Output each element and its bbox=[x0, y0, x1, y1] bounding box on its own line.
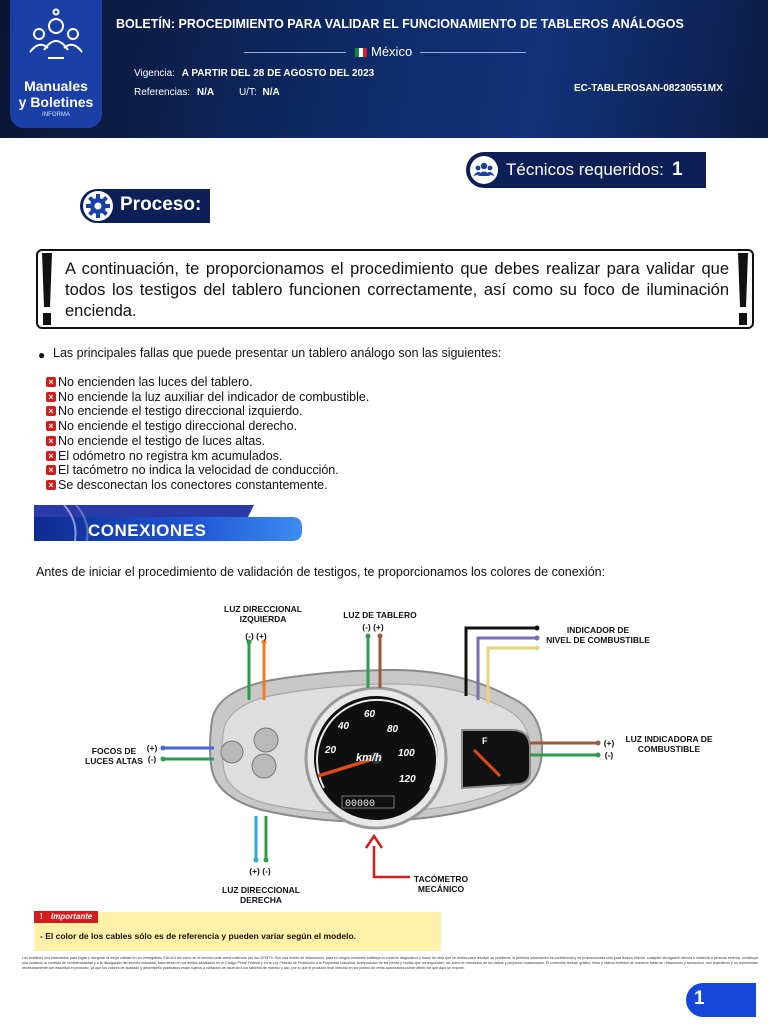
gauge-tick-120: 120 bbox=[399, 774, 416, 785]
wiring-diagram bbox=[0, 590, 768, 910]
x-mark-icon: × bbox=[46, 480, 56, 490]
gauge-tick-40: 40 bbox=[338, 721, 350, 732]
odometer-display: 00000 bbox=[345, 799, 376, 810]
polarity-luz-tablero: (-) (+) bbox=[362, 622, 384, 632]
intro-text: A continuación, te proporcionamos el procedimiento que debes realizar para validar que todos los testigos del tablero funcionen correctamente, así como su foco de iluminación encienda. bbox=[65, 260, 729, 320]
gauge-unit: km/h bbox=[356, 752, 382, 764]
ut-label: U/T: bbox=[238, 87, 257, 98]
polarity-dir-izq: (-) (+) bbox=[245, 631, 267, 641]
logo-subtitle: INFORMA bbox=[42, 112, 70, 118]
divider-right bbox=[420, 52, 526, 53]
polarity-focos-neg: (-) bbox=[147, 754, 157, 764]
fuel-gauge bbox=[462, 730, 530, 788]
vigencia-value: A PARTIR DEL 28 DE AGOSTO DEL 2023 bbox=[181, 68, 375, 79]
polarity-focos-pos: (+) bbox=[146, 743, 158, 753]
vigencia-row bbox=[134, 68, 374, 79]
label-focos-altas: FOCOS DE LUCES ALTAS bbox=[85, 746, 143, 766]
fuel-f-mark: F bbox=[482, 736, 488, 746]
gauge-tick-20: 20 bbox=[325, 745, 337, 756]
vigencia-label: Vigencia: bbox=[134, 68, 175, 79]
fallas-intro: Las principales fallas que puede presentar un tablero análogo son las siguientes: bbox=[53, 346, 502, 360]
terminal-dot bbox=[161, 746, 166, 751]
polarity-dir-der: (+) (-) bbox=[249, 866, 271, 876]
importante-tag-label: Importante bbox=[51, 912, 93, 921]
label-tacometro: TACÓMETRO MECÁNICO bbox=[413, 874, 469, 894]
intro-box bbox=[36, 249, 754, 329]
gear-icon bbox=[83, 191, 113, 221]
logo-line-1: Manuales bbox=[24, 78, 88, 94]
referencias-label: Referencias: bbox=[134, 87, 191, 98]
x-mark-icon: × bbox=[46, 436, 56, 446]
exclamation-left-icon bbox=[40, 251, 54, 327]
technicians-icon bbox=[470, 156, 498, 184]
logo-line-2: y Boletines bbox=[18, 94, 94, 110]
label-dir-izq: LUZ DIRECCIONAL IZQUIERDA bbox=[224, 604, 302, 624]
x-mark-icon: × bbox=[46, 377, 56, 387]
ut-value: N/A bbox=[262, 87, 280, 98]
page-number: 1 bbox=[694, 988, 705, 1009]
country-text: México bbox=[371, 44, 413, 59]
x-mark-icon: × bbox=[46, 392, 56, 402]
conexiones-intro: Antes de iniciar el procedimiento de validación de testigos, te proporcionamos los colores de conexión: bbox=[36, 565, 606, 579]
people-group-icon bbox=[24, 6, 88, 70]
x-mark-icon: × bbox=[46, 451, 56, 461]
proceso-badge bbox=[80, 189, 210, 223]
terminal-dot bbox=[535, 646, 540, 651]
tecnicos-label: Técnicos requeridos: bbox=[506, 160, 664, 179]
x-mark-icon: × bbox=[46, 406, 56, 416]
terminal-dot bbox=[264, 858, 269, 863]
gauge-tick-80: 80 bbox=[387, 724, 399, 735]
mexico-flag-icon bbox=[355, 48, 367, 57]
terminal-dot bbox=[366, 634, 371, 639]
polarity-ind-comb-neg: (-) bbox=[604, 750, 614, 760]
tacometro-arrow bbox=[374, 846, 410, 877]
importante-text: - El color de los cables sólo es de referencia y pueden variar según el modelo. bbox=[40, 931, 357, 941]
warning-icon: ! bbox=[40, 912, 43, 921]
manuales-logo bbox=[10, 0, 102, 128]
header-banner bbox=[0, 0, 768, 138]
terminal-dot bbox=[254, 858, 259, 863]
referencias-value: N/A bbox=[196, 87, 215, 98]
referencias-row bbox=[134, 87, 280, 98]
exclamation-right-icon bbox=[736, 251, 750, 327]
bullet-dot: ● bbox=[38, 348, 46, 362]
terminal-dot bbox=[161, 757, 166, 762]
bulletin-code: EC-TABLEROSAN-08230551MX bbox=[574, 83, 723, 94]
label-luz-tablero: LUZ DE TABLERO bbox=[343, 610, 417, 620]
x-mark-icon: × bbox=[46, 421, 56, 431]
x-mark-icon: × bbox=[46, 465, 56, 475]
legal-disclaimer: Los boletines son elaborados para lograr y asegurar la mejor calidad en los entregables ITALIKA así como en el servicio post-venta realizado por los CESIT's. Son una fuente de información, para en ningún momento sustituye el correcto diagnóstico y mano de obra que se realiza para resolver su problema; la perfecta información es confidencial y es proporcionada sólo para lectura interna, cualquier divulgación directa o indirecta a persona externa, constituye una violación al contrato de confidencialidad y a la divulgación del secreto industrial, incurriendo en los delitos señalados en el Código Penal Federal y en la Ley Federal de Protección a la Propiedad Industrial; la imposición de las penas y multas que correspondan, así como el reembolso de los daños y perjuicios ocasionados. El contenido textual, gráfico, fotos y videos emitidos de nuestros tableros, refacciones y accesorios, son ilustrativos y no representan necesariamente con exactitud el producto, ya que los colores de acabado y desempeño publicados están sujetos a variación de acuerdo a los tableros de manejo o uso, por lo que el producto final ofrecido en los puntos de venta autorizados puede diferir del que aquí se expone. bbox=[22, 956, 758, 970]
proceso-label: Proceso: bbox=[120, 194, 202, 215]
label-nivel-combustible: INDICADOR DE NIVEL DE COMBUSTIBLE bbox=[546, 625, 650, 645]
tecnicos-value: 1 bbox=[672, 159, 683, 180]
conexiones-title: CONEXIONES bbox=[88, 521, 207, 540]
tecnicos-badge bbox=[466, 152, 706, 188]
divider-left bbox=[244, 52, 346, 53]
bulletin-title: BOLETÍN: PROCEDIMIENTO PARA VALIDAR EL FUNCIONAMIENTO DE TABLEROS ANÁLOGOS bbox=[116, 17, 684, 31]
polarity-ind-comb-pos: (+) bbox=[603, 738, 615, 748]
terminal-dot bbox=[378, 634, 383, 639]
country-label bbox=[355, 44, 412, 59]
gauge-tick-60: 60 bbox=[364, 709, 376, 720]
label-luz-ind-combustible: LUZ INDICADORA DE COMBUSTIBLE bbox=[625, 734, 713, 754]
label-dir-der: LUZ DIRECCIONAL DERECHA bbox=[222, 885, 300, 905]
gauge-tick-100: 100 bbox=[398, 748, 415, 759]
